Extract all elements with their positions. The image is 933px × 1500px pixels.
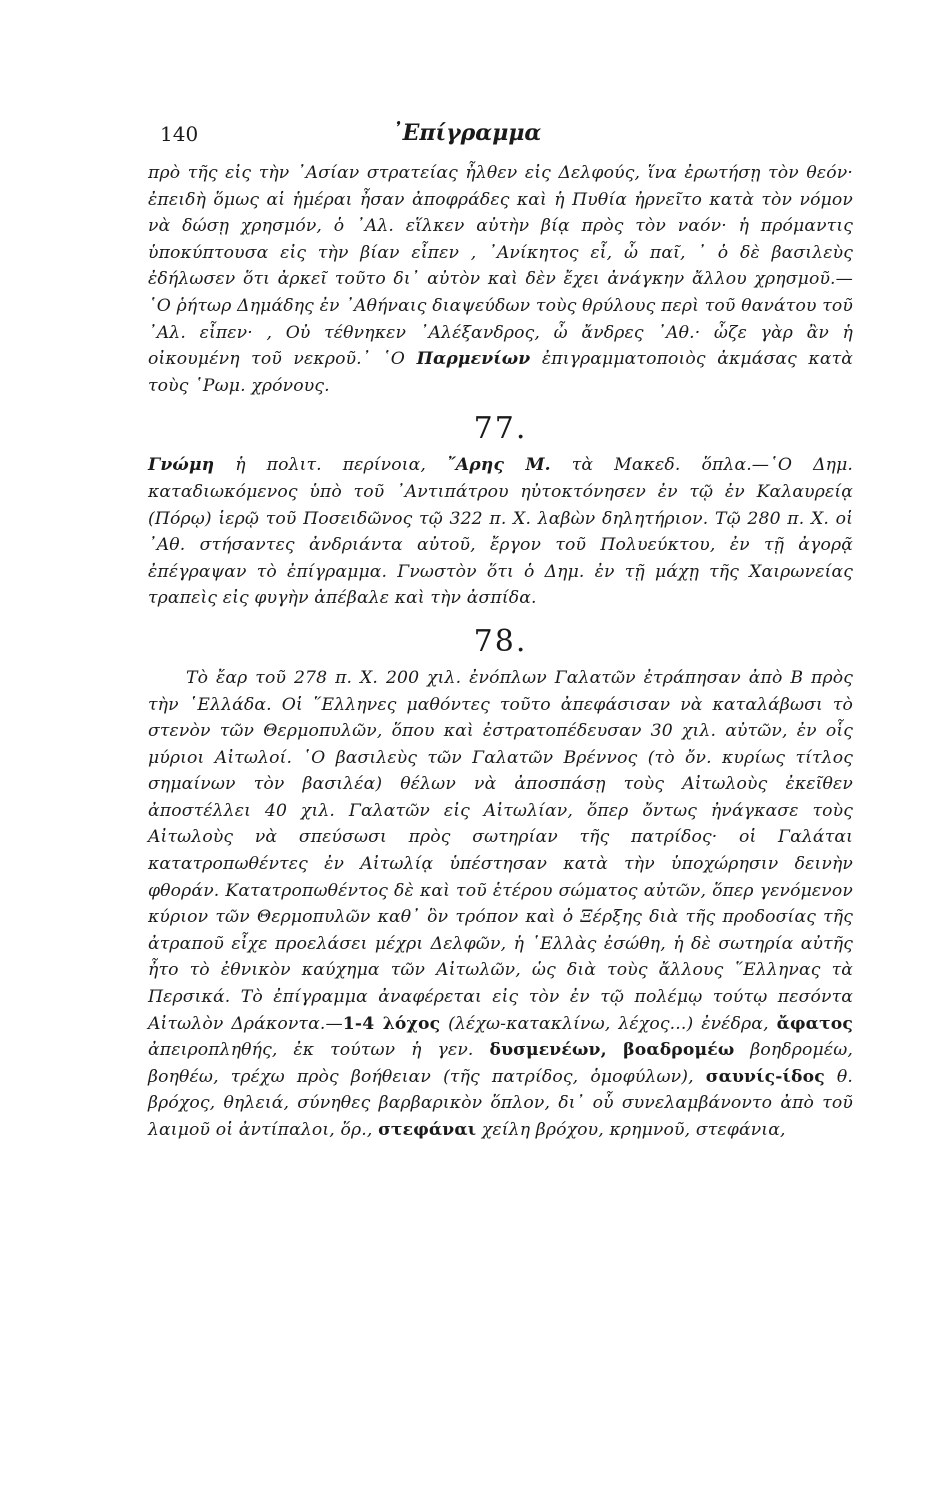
bold-term: ῎Αρης Μ.	[446, 455, 551, 476]
commentary-paragraph-76	[148, 160, 853, 399]
bold-term: δυσμενέων, βοαδρομέω	[489, 1040, 735, 1061]
text-run: Τὸ ἔαρ τοῦ 278 π. Χ. 200 χιλ. ἐνόπλων Γαλατῶν ἐτράπησαν ἀπὸ Β πρὸς τὴν ῾Ελλάδα. Οἱ ῞Ελληνες μαθόντες τοῦτο ἀπεφάσισαν νὰ καταλάβωσι τὸ στενὸν τῶν Θερμοπυλῶν, ὅπου καὶ ἐστρατοπέδευσαν 30 χιλ. αὐτῶν, ἐν οἷς μύριοι Αἰτωλοί. ῾Ο βασιλεὺς τῶν Γαλατῶν Βρέννος (τὸ ὄν. κυρίως τίτλος σημαίνων τὸν βασιλέα) θέλων νὰ ἀποσπάσῃ τοὺς Αἰτωλοὺς ἐκεῖθεν ἀποστέλλει 40 χιλ. Γαλατῶν εἰς Αἰτωλίαν, ὅπερ ὄντως ἠνάγκασε τοὺς Αἰτωλοὺς νὰ σπεύσωσι πρὸς σωτηρίαν τῆς πατρίδος· οἱ Γαλάται κατατροπωθέντες ἐν Αἰτωλίᾳ ὑπέστησαν κατὰ τὴν ὑποχώρησιν δεινὴν φθοράν. Κατατροπωθέντος δὲ καὶ τοῦ ἑτέρου σώματος αὐτῶν, ὅπερ γενόμενον κύριον τῶν Θερμοπυλῶν καθ᾿ ὃν τρόπον καὶ ὁ Ξέρξης διὰ τῆς προδοσίας τῆς ἀτραποῦ εἶχε προελάσει μέχρι Δελφῶν, ἡ ῾Ελλὰς ἐσώθη, ἡ δὲ σωτηρία αὐτῆς ἦτο τὸ ἐθνικὸν καύχημα τῶν Αἰτωλῶν, ὡς διὰ τοὺς ἄλλους ῞Ελληνας τὰ Περσικά. Τὸ ἐπίγραμμα ἀναφέρεται εἰς τὸν ἐν τῷ πολέμῳ τούτῳ πεσόντα Αἰτωλὸν Δράκοντα.—	[148, 667, 853, 1034]
page-number: 140	[160, 122, 199, 146]
text-run: ἐπιγραμματοποιὸς ἀκμάσας κατὰ τοὺς ῾Ρωμ. χρόνους.	[148, 349, 853, 396]
bold-term: Παρμενίων	[416, 349, 531, 370]
bold-term: σαυνίς-ίδος	[705, 1066, 825, 1087]
commentary-paragraph-77	[148, 452, 853, 612]
page-body	[148, 160, 853, 1144]
text-run: ἀπειροπληθής, ἐκ τούτων ἡ γεν.	[148, 1040, 490, 1061]
commentary-paragraph-78	[148, 665, 853, 1144]
bold-term: στεφάναι	[378, 1120, 477, 1140]
section-number-78: 78.	[473, 623, 528, 659]
text-run: βοηδρομέω, βοηθέω, τρέχω πρὸς βοήθειαν (τῆς πατρίδος, ὁμοφύλων),	[148, 1040, 854, 1087]
bold-term: 1-4 λόχος	[342, 1013, 441, 1034]
running-title: ᾿Επίγραμμα	[391, 120, 542, 146]
text-run: θ. βρόχος, θηλειά, σύνηθες βαρβαρικὸν ὅπλον, δι᾿ οὗ συνελαμβάνοντο ἀπὸ τοῦ λαιμοῦ οἱ ἀντίπαλοι, ὅρ.,	[148, 1066, 853, 1140]
section-number-77: 77.	[473, 411, 528, 447]
text-run: πρὸ τῆς εἰς τὴν ᾿Ασίαν στρατείας ἦλθεν εἰς Δελφούς, ἵνα ἐρωτήσῃ τὸν θεόν· ἐπειδὴ ὅμως αἱ ἡμέραι ἦσαν ἀποφράδες καὶ ἡ Πυθία ἠρνεῖτο κατὰ τὸν νόμον νὰ δώσῃ χρησμόν, ὁ ᾿Αλ. εἵλκεν αὐτὴν βίᾳ πρὸς τὸν ναόν· ἡ πρόμαντις ὑποκύπτουσα εἰς τὴν βίαν εἶπεν , ᾿Ανίκητος εἶ, ὦ παῖ, ᾿ ὁ δὲ βασιλεὺς ἐδήλωσεν ὅτι ἀρκεῖ τοῦτο δι᾿ αὐτὸν καὶ δὲν ἔχει ἀνάγκην ἄλλου χρησμοῦ.—῾Ο ῥήτωρ Δημάδης ἐν ᾿Αθήναις διαψεύδων τοὺς θρύλους περὶ τοῦ θανάτου τοῦ ᾿Αλ. εἶπεν· , Οὐ τέθνηκεν ᾿Αλέξανδρος, ὦ ἄνδρες ᾿Αθ.· ὦζε γὰρ ἂν ἡ οἰκουμένη τοῦ νεκροῦ.᾿ ῾Ο	[148, 163, 853, 370]
bold-term: Γνώμη	[148, 455, 215, 476]
text-run: (λέχω-κατακλίνω, λέχος...) ἐνέδρα,	[440, 1013, 777, 1034]
text-run: ἡ πολιτ. περίνοια,	[214, 455, 447, 476]
bold-term: ἄφατος	[776, 1013, 854, 1034]
text-run: τὰ Μακεδ. ὅπλα.—῾Ο Δημ. καταδιωκόμενος ὑπὸ τοῦ ᾿Αντιπάτρου ηὐτοκτόνησεν ἐν τῷ ἐν Καλαυρείᾳ (Πόρῳ) ἱερῷ τοῦ Ποσειδῶνος τῷ 322 π. Χ. λαβὼν δηλητήριον. Τῷ 280 π. Χ. οἱ ᾿Αθ. στήσαντες ἀνδριάντα αὐτοῦ, ἔργον τοῦ Πολυεύκτου, ἐν τῇ ἀγορᾷ ἐπέγραψαν τὸ ἐπίγραμμα. Γνωστὸν ὅτι ὁ Δημ. ἐν τῇ μάχῃ τῆς Χαιρωνείας τραπεὶς εἰς φυγὴν ἀπέβαλε καὶ τὴν ἀσπίδα.	[148, 455, 854, 609]
page-header	[160, 122, 773, 154]
text-run: χείλη βρόχου, κρημνοῦ, στεφάνια,	[476, 1120, 786, 1140]
